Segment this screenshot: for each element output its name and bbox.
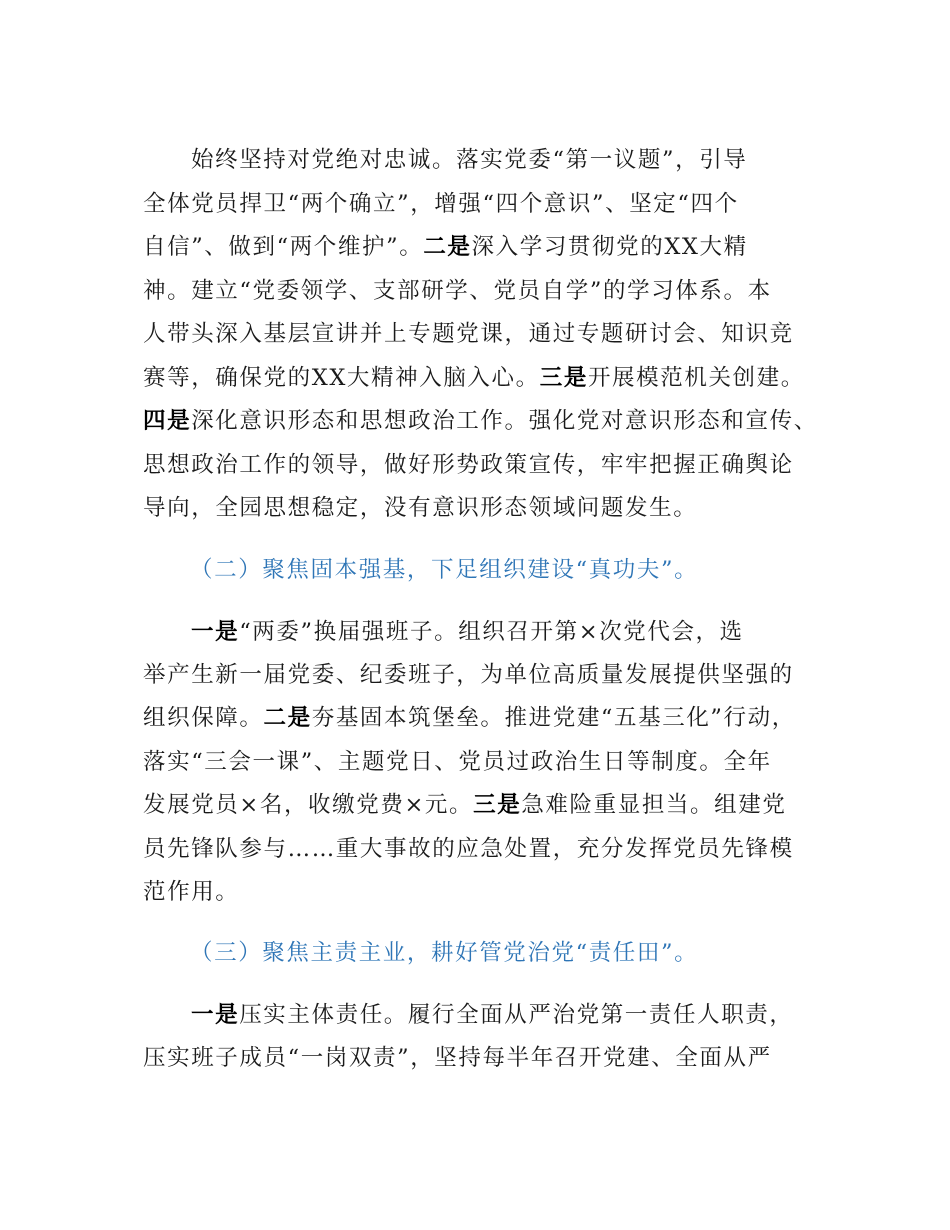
paragraph-1-line-3: 自信”、做到“两个维护”。二是深入学习贯彻党的XX大精 (143, 234, 748, 260)
paragraph-1-line-1: 始终坚持对党绝对忠诚。落实党委“第一议题”，引导 (191, 147, 748, 173)
paragraph-1-line-7: 四是深化意识形态和思想政治工作。强化党对意识形态和宣传、 (143, 408, 818, 434)
paragraph-2-line-3: 组织保障。二是夯基固本筑堡垒。推进党建“五基三化”行动， (143, 705, 796, 731)
bold-marker: 一是 (191, 1002, 240, 1028)
bold-marker: 一是 (191, 619, 240, 645)
bold-marker: 二是 (423, 234, 472, 260)
paragraph-2-line-7: 范作用。 (143, 879, 240, 905)
paragraph-1-line-5: 人带头深入基层宣讲并上专题党课，通过专题研讨会、知识竞 (143, 321, 794, 347)
paragraph-1-line-4: 神。建立“党委领学、支部研学、党员自学”的学习体系。本 (143, 278, 772, 304)
section-heading-3: （三）聚焦主责主业，耕好管党治党“责任田”。 (190, 940, 699, 966)
paragraph-1-line-6: 赛等，确保党的XX大精神入脑入心。三是开展模范机关创建。 (143, 365, 805, 391)
paragraph-1-line-2: 全体党员捍卫“两个确立”，增强“四个意识”、坚定“四个 (143, 191, 739, 217)
paragraph-2-line-4: 落实“三会一课”、主题党日、党员过政治生日等制度。全年 (143, 749, 772, 775)
paragraph-2-line-5: 发展党员×名，收缴党费×元。三是急难险重显担当。组建党 (143, 792, 787, 818)
bold-marker: 三是 (539, 365, 588, 391)
bold-marker: 三是 (473, 792, 522, 818)
paragraph-1-line-8: 思想政治工作的领导，做好形势政策宣传，牢牢把握正确舆论 (143, 452, 794, 478)
paragraph-2-line-1: 一是“两委”换届强班子。组织召开第×次党代会，选 (191, 619, 744, 645)
paragraph-2-line-6: 员先锋队参与……重大事故的应急处置，充分发挥党员先锋模 (143, 836, 794, 862)
section-heading-2: （二）聚焦固本强基，下足组织建设“真功夫”。 (190, 557, 699, 583)
paragraph-3-line-1: 一是压实主体责任。履行全面从严治党第一责任人职责， (191, 1002, 794, 1028)
bold-marker: 二是 (263, 705, 312, 731)
bold-marker: 四是 (143, 408, 192, 434)
paragraph-3-line-2: 压实班子成员“一岗双责”，坚持每半年召开党建、全面从严 (143, 1045, 772, 1071)
paragraph-1-line-9: 导向，全园思想稳定，没有意识形态领域问题发生。 (143, 495, 698, 521)
paragraph-2-line-2: 举产生新一届党委、纪委班子，为单位高质量发展提供坚强的 (143, 662, 794, 688)
